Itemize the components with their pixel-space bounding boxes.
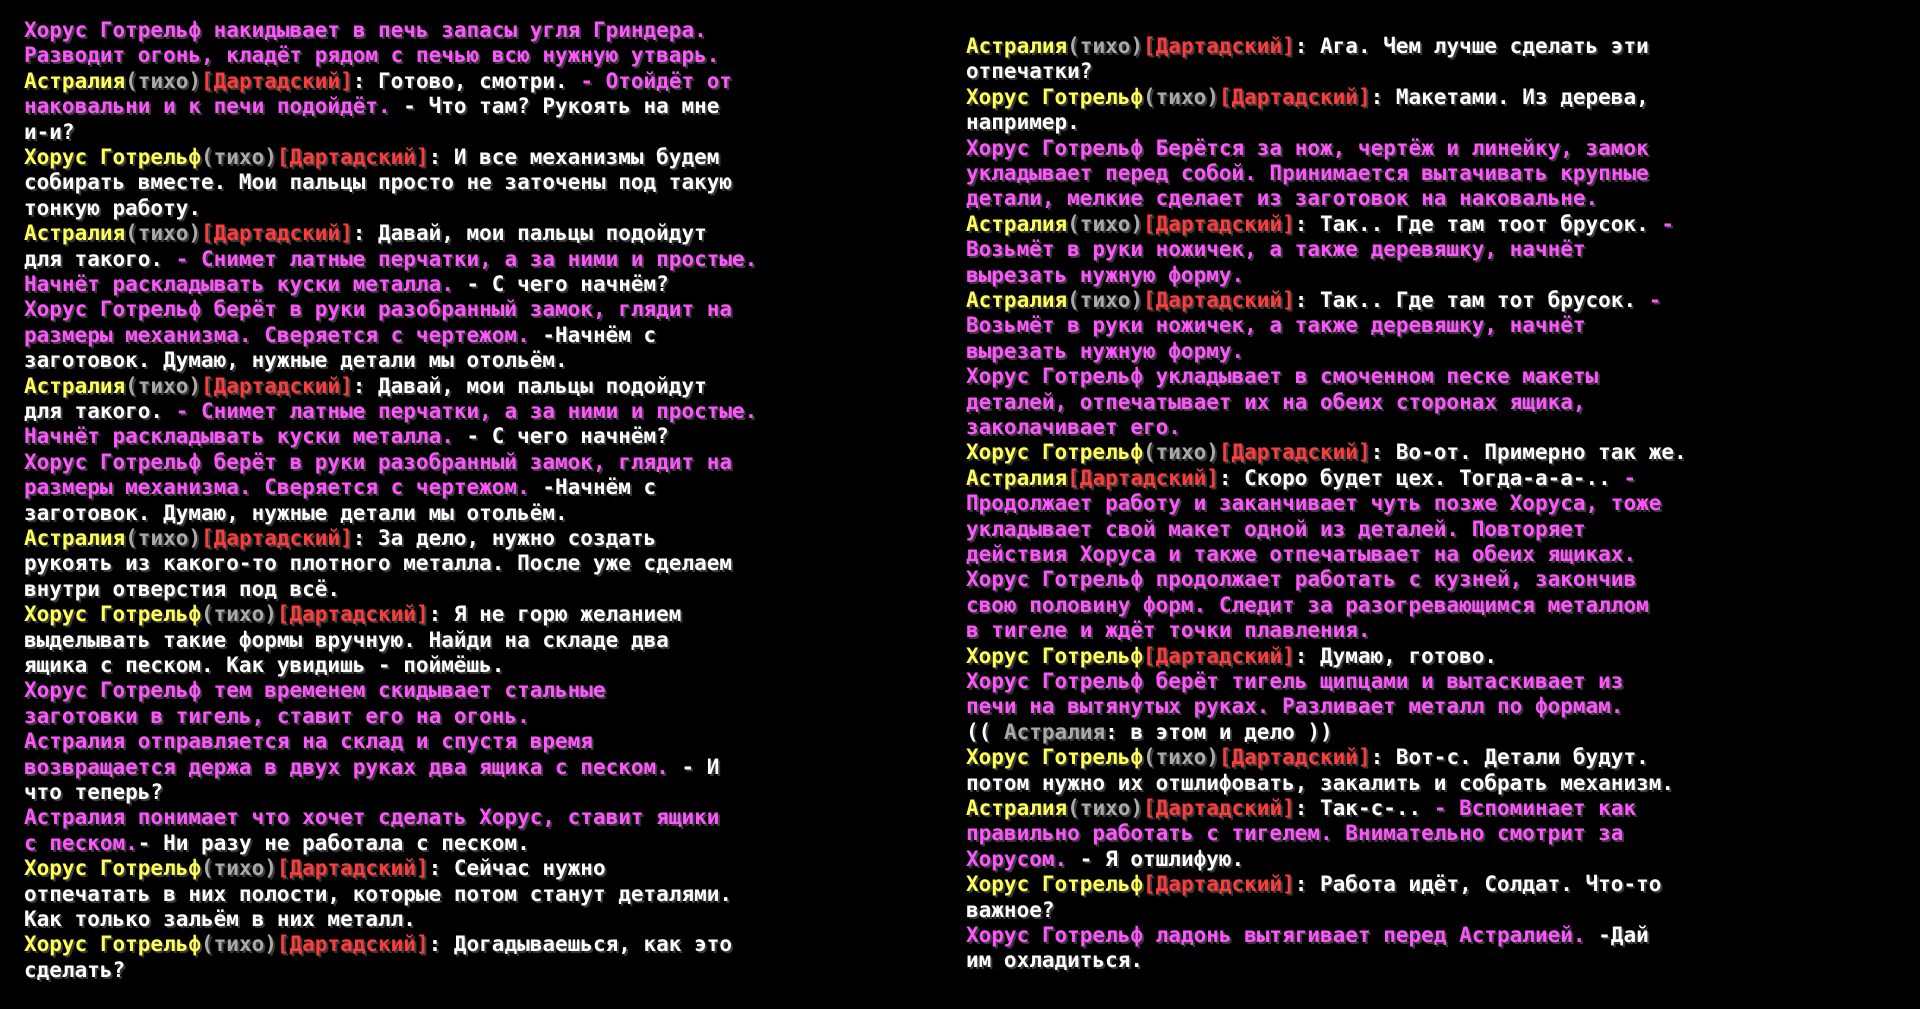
chat-segment: - Снимет латные перчатки, а за ними и простые. — [175, 247, 758, 271]
chat-line — [24, 729, 593, 755]
chat-segment: (тихо) — [1067, 796, 1144, 820]
chat-line — [966, 263, 1244, 289]
chat-segment: Начнёт раскладывать куски металла. — [24, 272, 467, 296]
chat-line — [966, 567, 1636, 593]
chat-segment: Астралия — [966, 466, 1068, 490]
chat-segment: вырезать нужную форму. — [966, 263, 1245, 287]
chat-segment: Астралия — [966, 212, 1068, 236]
chat-segment: Как только зальём в них металл. — [24, 907, 416, 931]
chat-line — [966, 364, 1598, 390]
chat-segment: Хорус Готрельф берёт тигель щипцами и вытаскивает из — [966, 669, 1624, 693]
chat-line — [24, 856, 606, 882]
chat-segment: рукоять из какого-то плотного металла. После уже сделаем — [24, 551, 733, 575]
chat-segment: Возьмёт в руки ножичек, а также деревяшку, начнёт — [966, 237, 1586, 261]
chat-line — [966, 923, 1649, 949]
chat-segment: правильно работать с тигелем. Внимательно смотрит за — [966, 821, 1624, 845]
chat-segment: Хорус Готрельф укладывает в смоченном песке макеты — [966, 364, 1599, 388]
chat-segment: Астралия — [24, 526, 126, 550]
chat-segment: [Дартадский] — [1143, 872, 1295, 896]
chat-segment: размеры механизма. Сверяется с чертежом. — [24, 323, 543, 347]
chat-line — [24, 501, 568, 527]
chat-line — [966, 313, 1586, 339]
chat-line — [966, 110, 1080, 136]
chat-segment: Астралия — [24, 69, 126, 93]
chat-segment: например. — [966, 110, 1080, 134]
chat-segment: [Дартадский] — [1143, 34, 1295, 58]
chat-segment: Астралия понимает что хочет сделать Хорус, ставит ящики — [24, 805, 720, 829]
chat-segment: укладывает свой макет одной из деталей. Повторяет — [966, 517, 1586, 541]
chat-line — [24, 145, 719, 171]
chat-segment: ящика с песком. Как увидишь - поймёшь. — [24, 653, 505, 677]
chat-line — [24, 475, 656, 501]
chat-segment: Хорус Готрельф — [24, 932, 202, 956]
chat-segment: [Дартадский] — [276, 856, 429, 880]
chat-line — [966, 644, 1497, 670]
chat-column-right — [960, 0, 1920, 1009]
chat-segment: (тихо) — [125, 526, 202, 550]
chat-segment: наковальни и к печи подойдёт. — [24, 94, 404, 118]
chat-segment: Хорус Готрельф накидывает в печь запасы угля Гриндера. — [24, 18, 707, 42]
chat-segment: Хорус Готрельф — [24, 602, 202, 626]
chat-segment: : Я не горю желанием — [428, 602, 682, 626]
chat-line — [966, 34, 1649, 60]
chat-segment: : Во-от. Примерно так же. — [1370, 440, 1687, 464]
chat-segment: Хорус Готрельф — [966, 440, 1144, 464]
chat-line — [966, 669, 1623, 695]
chat-line — [966, 593, 1649, 619]
chat-line — [966, 390, 1586, 416]
chat-segment: Хорусом. — [966, 847, 1080, 871]
chat-segment: : Так-с-.. — [1294, 796, 1434, 820]
chat-line — [24, 297, 732, 323]
chat-line — [24, 526, 656, 552]
chat-segment: [Дартадский] — [201, 526, 353, 550]
chat-line — [24, 958, 125, 984]
chat-segment: - С чего начнём? — [466, 424, 669, 448]
chat-segment: (тихо) — [1067, 34, 1144, 58]
chat-segment: важное? — [966, 898, 1055, 922]
chat-segment: - Отойдёт от — [580, 69, 733, 93]
chat-segment: [Дартадский] — [1218, 85, 1371, 109]
chat-segment: - — [1623, 466, 1637, 490]
chat-segment: Хорус Готрельф ладонь вытягивает перед Астралией. — [966, 923, 1599, 947]
chat-segment: сделать? — [24, 958, 126, 982]
chat-segment: для такого. — [24, 247, 176, 271]
chat-segment: Начнёт раскладывать куски металла. — [24, 424, 467, 448]
chat-segment: печи на вытянутых руках. Разливает металл по формам. — [966, 694, 1624, 718]
chat-segment: и-и? — [24, 120, 75, 144]
chat-line — [24, 348, 568, 374]
chat-segment: : Давай, мои пальцы подойдут — [352, 374, 707, 398]
chat-line — [24, 170, 732, 196]
chat-line — [966, 618, 1371, 644]
chat-segment: : И все механизмы будем — [428, 145, 720, 169]
chat-line — [966, 872, 1661, 898]
chat-segment: потом нужно их отшлифовать, закалить и собрать механизм. — [966, 771, 1675, 795]
chat-segment: : Макетами. Из дерева, — [1370, 85, 1649, 109]
chat-segment: [Дартадский] — [1143, 288, 1295, 312]
chat-line — [966, 440, 1687, 466]
chat-segment: (тихо) — [201, 145, 277, 169]
chat-segment: что теперь? — [24, 780, 164, 804]
chat-segment: [Дартадский] — [201, 221, 353, 245]
chat-segment: собирать вместе. Мои пальцы просто не заточены под такую — [24, 170, 733, 194]
chat-line — [24, 272, 669, 298]
chat-line — [966, 948, 1143, 974]
chat-segment: выделывать такие формы вручную. Найди на складе два — [24, 628, 669, 652]
chat-segment: (тихо) — [1143, 85, 1219, 109]
chat-segment: : Работа идёт, Солдат. Что-то — [1294, 872, 1662, 896]
chat-line — [966, 212, 1674, 238]
chat-segment: (тихо) — [1143, 745, 1219, 769]
chat-segment: (тихо) — [201, 602, 277, 626]
chat-line — [966, 466, 1636, 492]
chat-segment: -Начнём с — [542, 323, 657, 347]
chat-line — [24, 628, 669, 654]
chat-segment: (тихо) — [1067, 288, 1144, 312]
chat-segment: [Дартадский] — [1067, 466, 1219, 490]
chat-segment: Хорус Готрельф берёт в руки разобранный замок, глядит на — [24, 297, 733, 321]
chat-segment: деталей, отпечатывает их на обеих сторонах ящика, — [966, 390, 1586, 414]
chat-segment: : Думаю, готово. — [1294, 644, 1498, 668]
chat-line — [24, 678, 606, 704]
chat-line — [24, 120, 75, 146]
chat-segment: свою половину форм. Следит за разогревающимся металлом — [966, 593, 1649, 617]
chat-line — [24, 704, 530, 730]
chat-line — [24, 196, 201, 222]
chat-segment: (тихо) — [125, 374, 202, 398]
chat-segment: Астралия — [24, 374, 126, 398]
chat-line — [966, 771, 1674, 797]
chat-segment: Продолжает работу и заканчивает чуть позже Хоруса, тоже — [966, 491, 1662, 515]
chat-segment: детали, мелкие сделает из заготовок на наковальне. — [966, 186, 1599, 210]
chat-segment: Астралия — [966, 796, 1068, 820]
chat-line — [966, 542, 1636, 568]
chat-line — [24, 831, 530, 857]
chat-segment: Астралия — [24, 221, 126, 245]
chat-segment: [Дартадский] — [201, 374, 353, 398]
chat-line — [24, 323, 656, 349]
chat-segment: : Готово, смотри. — [352, 69, 581, 93]
chat-segment: заготовок. Думаю, нужные детали мы отольём. — [24, 501, 568, 525]
chat-line — [966, 745, 1649, 771]
chat-line — [24, 755, 719, 781]
chat-segment: заготовки в тигель, ставит его на огонь. — [24, 704, 530, 728]
chat-segment: для такого. — [24, 399, 176, 423]
chat-segment: (тихо) — [201, 932, 277, 956]
chat-segment: Хорус Готрельф — [24, 856, 202, 880]
chat-segment: [Дартадский] — [1143, 796, 1295, 820]
chat-segment: [Дартадский] — [1143, 212, 1295, 236]
chat-segment: [Дартадский] — [1143, 644, 1295, 668]
chat-segment: Хорус Готрельф берёт в руки разобранный замок, глядит на — [24, 450, 733, 474]
chat-segment: - Я отшлифую. — [1079, 847, 1245, 871]
chat-segment: заготовок. Думаю, нужные детали мы отольём. — [24, 348, 568, 372]
chat-segment: [Дартадский] — [1218, 440, 1371, 464]
chat-line — [24, 69, 732, 95]
chat-segment: : Вот-с. Детали будут. — [1370, 745, 1649, 769]
chat-segment: Возьмёт в руки ножичек, а также деревяшку, начнёт — [966, 313, 1586, 337]
chat-line — [966, 720, 1333, 746]
chat-segment: (тихо) — [125, 221, 202, 245]
chat-line — [966, 491, 1661, 517]
chat-segment: отпечатки? — [966, 59, 1093, 83]
chat-line — [966, 186, 1598, 212]
chat-line — [966, 898, 1055, 924]
chat-segment: - Ни разу не работала с песком. — [137, 831, 530, 855]
chat-line — [966, 288, 1661, 314]
chat-line — [24, 653, 504, 679]
chat-line — [966, 821, 1623, 847]
chat-segment: -Дай — [1598, 923, 1649, 947]
chat-line — [966, 796, 1636, 822]
chat-segment: тонкую работу. — [24, 196, 202, 220]
chat-line — [24, 907, 416, 933]
chat-segment: : в этом и дело )) — [1105, 720, 1333, 744]
chat-segment: (тихо) — [1143, 440, 1219, 464]
chat-line — [966, 694, 1623, 720]
chat-line — [24, 551, 732, 577]
chat-segment: Хорус Готрельф продолжает работать с кузней, закончив — [966, 567, 1637, 591]
chat-line — [966, 339, 1244, 365]
chat-segment: (тихо) — [201, 856, 277, 880]
chat-line — [24, 18, 707, 44]
chat-segment: [Дартадский] — [276, 932, 429, 956]
chat-segment: : Так.. Где там тоот брусок. — [1294, 212, 1662, 236]
chat-segment: Хорус Готрельф Берётся за нож, чертёж и линейку, замок — [966, 136, 1649, 160]
chat-line — [24, 882, 732, 908]
chat-line — [966, 136, 1649, 162]
chat-segment: - Вспоминает как — [1433, 796, 1637, 820]
chat-segment: укладывает перед собой. Принимается вытачивать крупные — [966, 161, 1649, 185]
chat-segment: [Дартадский] — [276, 145, 429, 169]
chat-segment: - С чего начнём? — [466, 272, 669, 296]
chat-line — [24, 94, 719, 120]
chat-segment: : Скоро будет цех. Тогда-а-а-.. — [1218, 466, 1624, 490]
chat-line — [24, 43, 719, 69]
chat-line — [966, 85, 1649, 111]
chat-segment: [Дартадский] — [1218, 745, 1371, 769]
chat-segment: -Начнём с — [542, 475, 657, 499]
chat-segment: Хорус Готрельф — [966, 644, 1144, 668]
chat-line — [24, 602, 681, 628]
chat-line — [966, 59, 1092, 85]
chat-line — [24, 399, 757, 425]
chat-line — [24, 247, 757, 273]
chat-line — [24, 805, 719, 831]
chat-segment: [Дартадский] — [201, 69, 353, 93]
chat-segment: - И — [681, 755, 720, 779]
chat-segment: отпечатать в них полости, которые потом станут деталями. — [24, 882, 733, 906]
chat-line — [966, 415, 1181, 441]
chat-segment: (( — [966, 720, 1004, 744]
chat-segment: Астралия отправляется на склад и спустя время — [24, 729, 593, 753]
chat-segment: - Снимет латные перчатки, а за ними и простые. — [175, 399, 758, 423]
chat-segment: Хорус Готрельф — [966, 745, 1144, 769]
chat-segment: внутри отверстия под всё. — [24, 577, 341, 601]
chat-segment: : Догадываешься, как это — [428, 932, 733, 956]
chat-line — [966, 237, 1586, 263]
chat-line — [24, 450, 732, 476]
chat-segment: заколачивает его. — [966, 415, 1181, 439]
chat-line — [966, 847, 1244, 873]
chat-segment: - Что там? Рукоять на мне — [403, 94, 720, 118]
chat-segment: : Так.. Где там тот брусок. — [1294, 288, 1649, 312]
chat-segment: Хорус Готрельф — [24, 145, 202, 169]
chat-segment: (тихо) — [125, 69, 202, 93]
chat-segment: [Дартадский] — [276, 602, 429, 626]
chat-line — [966, 517, 1586, 543]
chat-segment: действия Хоруса и также отпечатывает на обеих ящиках. — [966, 542, 1637, 566]
chat-line — [24, 780, 163, 806]
chat-segment: вырезать нужную форму. — [966, 339, 1245, 363]
chat-line — [24, 221, 707, 247]
chat-segment: - — [1648, 288, 1662, 312]
chat-line — [24, 374, 707, 400]
chat-line — [966, 161, 1649, 187]
chat-segment: : Давай, мои пальцы подойдут — [352, 221, 707, 245]
chat-segment: Хорус Готрельф — [966, 85, 1144, 109]
chat-segment: Астралия — [966, 288, 1068, 312]
chat-segment: (тихо) — [1067, 212, 1144, 236]
chat-segment: размеры механизма. Сверяется с чертежом. — [24, 475, 543, 499]
chat-segment: : Сейчас нужно — [428, 856, 606, 880]
chat-segment: - — [1661, 212, 1675, 236]
chat-segment: Хорус Готрельф тем временем скидывает стальные — [24, 678, 606, 702]
chat-line — [24, 424, 669, 450]
chat-segment: : За дело, нужно создать — [352, 526, 657, 550]
chat-segment: Астралия — [1003, 720, 1106, 744]
chat-segment: в тигеле и ждёт точки плавления. — [966, 618, 1371, 642]
chat-segment: возвращается держа в двух руках два ящика с песком. — [24, 755, 682, 779]
chat-line — [24, 577, 340, 603]
chat-segment: Астралия — [966, 34, 1068, 58]
chat-segment: им охладиться. — [966, 948, 1144, 972]
chat-segment: с песком. — [24, 831, 138, 855]
chat-segment: Разводит огонь, кладёт рядом с печью всю нужную утварь. — [24, 43, 720, 67]
chat-line — [24, 932, 732, 958]
chat-segment: Хорус Готрельф — [966, 872, 1144, 896]
chat-segment: : Ага. Чем лучше сделать эти — [1294, 34, 1649, 58]
